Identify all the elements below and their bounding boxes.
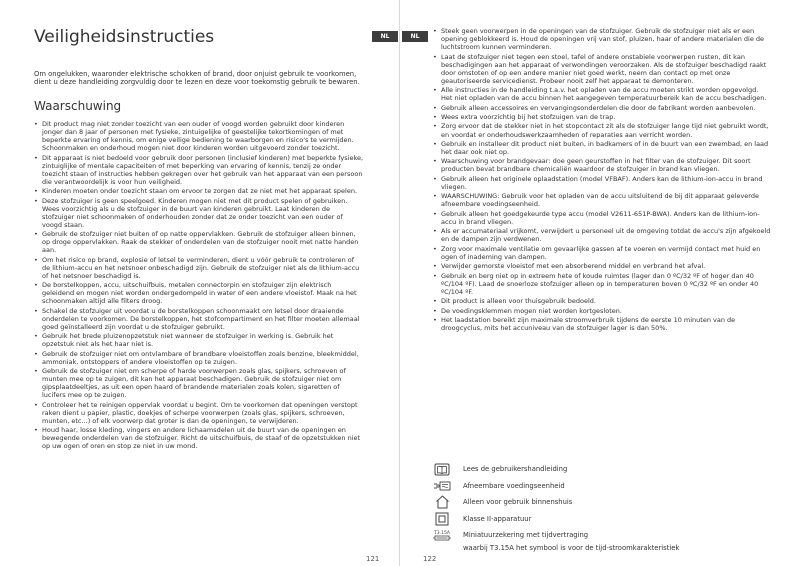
list-item: • Gebruik alleen accessoires en vervangingsonderdelen die door de fabrikant worden aanbevolen. [433, 104, 771, 112]
list-item: • Gebruik en installeer dit product niet buiten, in badkamers of in de buurt van een zwembad, en laad het daar ook niet op. [433, 140, 771, 156]
list-item: • De voedingsklemmen mogen niet worden kortgesloten. [433, 307, 771, 315]
symbol-label: Afneembare voedingseenheid [463, 481, 565, 490]
list-item: • Gebruik alleen het originele oplaadstation (model VFBAF). Anders kan de lithium-ion-accu in brand vliegen. [433, 175, 771, 191]
symbol-label: Miniatuurzekering met tijdvertraging [463, 531, 589, 539]
list-item: • Waarschuwing voor brandgevaar: doe geen geurstoffen in het filter van de stofzuiger. Dit soort producten bevat brandbare chemicaliën waardoor de stofzuiger in brand kan vliegen. [433, 157, 771, 173]
class-ii-icon [433, 512, 451, 525]
symbol-label: Klasse II-apparatuur [463, 514, 532, 523]
list-item: • Deze stofzuiger is geen speelgoed. Kinderen mogen niet met dit product spelen of gebruiken. Wees voorzichtig als u de stofzuiger in de buurt van kinderen gebruikt. Laat kinderen de stofzuiger niet schoonmaken of onderhouden zonder dat ze onder toezicht van een ouder of voogd staan. [34, 197, 364, 229]
list-item: • Gebruik het brede pluizenopzetstuk niet wanneer de stofzuiger in werking is. Gebruik het opzetstuk niet als het haar niet is. [34, 332, 364, 348]
house-icon [433, 496, 451, 509]
list-item: • Gebruik en berg niet op in extreem hete of koude ruimtes (lager dan 0 ºC/32 ºF of hoger dan 40 ºC/104 ºF). Laad de snoerloze stofzuiger alleen op in temperaturen boven 0 ºC/32 ºF en onder 40 ºC/104 ºF. [433, 272, 771, 296]
list-item: • Om het risico op brand, explosie of letsel te verminderen, dient u vóór gebruik te controleren of de lithium-accu en het netsnoer onbeschadigd zijn. Gebruik de stofzuiger niet als de lithium-accu of het netsnoer beschadigd is. [34, 256, 364, 280]
manual-icon [433, 463, 451, 476]
symbol-label: Alleen voor gebruik binnenshuis [463, 498, 573, 506]
list-item: • Zorg voor maximale ventilatie om gevaarlijke gassen af te voeren en vermijd contact met huid en ogen of inademing van dampen. [433, 245, 771, 261]
warning-heading: Waarschuwing [34, 99, 122, 113]
svg-text:T3.15A: T3.15A [434, 530, 450, 536]
list-item: • Kinderen moeten onder toezicht staan om ervoor te zorgen dat ze niet met het apparaat spelen. [34, 187, 364, 195]
right-page [400, 0, 800, 566]
list-item: • Als er accumateriaal vrijkomt, verwijdert u personeel uit de omgeving totdat de accu's zijn afgekoeld en de dampen zijn verdwenen. [433, 227, 771, 243]
intro-text: Om ongelukken, waaronder elektrische schokken of brand, door onjuist gebruik te voorkomen, dient u deze handleiding zorgvuldig door te lezen en deze voor toekomstig gebruik te bewaren. [34, 70, 360, 87]
list-item: • Schakel de stofzuiger uit voordat u de borstelkoppen schoonmaakt om letsel door draaiende onderdelen te voorkomen. De borstelkoppen, het stofcompartiment en het filter moeten allemaal goed geïnstalleerd zijn voordat u de stofzuiger gebruikt. [34, 307, 364, 331]
list-item: • Verwijder gemorste vloeistof met een absorberend middel en verbrand het afval. [433, 262, 771, 270]
list-item: • WAARSCHUWING: Gebruik voor het opladen van de accu uitsluitend de bij dit apparaat geleverde afneembare voedingseenheid. [433, 192, 771, 208]
list-item: • Dit product mag niet zonder toezicht van een ouder of voogd worden gebruikt door kinderen jonger dan 8 jaar of personen met fysieke, zintuigelijke of geestelijke tekortkomingen of met beperkte ervaring of kennis, om enige veilige bediening te waarborgen en risico's te vermijden. Schoonmaken en onderhoud mogen niet door kinderen worden uitgevoerd zonder toezicht. [34, 120, 364, 152]
symbol-row [433, 462, 773, 476]
list-item: • Het laadstation bereikt zijn maximale stroomverbruik tijdens de eerste 10 minuten van de droogcyclus, mits het accuniveau van de stofzuiger lager is dan 50%. [433, 316, 771, 332]
symbol-row [433, 512, 773, 526]
warning-list [34, 120, 364, 452]
list-item: • Steek geen voorwerpen in de openingen van de stofzuiger. Gebruik de stofzuiger niet als er een opening geblokkeerd is. Houd de openingen vrij van stof, pluizen, haar of andere materialen die de luchtstroom kunnen verminderen. [433, 27, 771, 51]
list-item: • Alle instructies in de handleiding t.a.v. het opladen van de accu moeten strikt worden opgevolgd. Het niet opladen van de accu binnen het aangegeven temperatuurbereik kan de accu beschadigen. [433, 86, 771, 102]
fuse-note: waarbij T3.15A het symbool is voor de tijd-stroomkarakteristiek [463, 543, 680, 552]
symbol-legend [433, 462, 773, 552]
power-adapter-icon [433, 479, 451, 492]
list-item: • Zorg ervoor dat de stekker niet in het stopcontact zit als de stofzuiger lange tijd niet gebruikt wordt, en voordat er onderhoudswerkzaamheden of reparaties aan verricht worden. [433, 122, 771, 138]
symbol-row [433, 479, 773, 493]
symbol-row [433, 495, 773, 509]
page-number: 122 [423, 555, 437, 563]
time-delay-fuse-icon [433, 529, 451, 542]
list-item: • De borstelkoppen, accu, uitschuifbuis, metalen connectorpin en stofzuiger zijn elektrisch geleidend en mogen niet worden ondergedompeld in water of een andere vloeistof. Maak na het schoonmaken altijd alle filters droog. [34, 281, 364, 305]
list-item: • Gebruik de stofzuiger niet om scherpe of harde voorwerpen zoals glas, spijkers, schroeven of munten mee op te zuigen, dit kan het apparaat beschadigen. Gebruik de stofzuiger niet om gipsplaatdeeltjes, as uit een open haard of brandende materialen zoals kolen, sigaretten of lucifers mee op te zuigen. [34, 367, 364, 399]
list-item: • Gebruik alleen het goedgekeurde type accu (model V2611-651P-BWA). Anders kan de lithium-ion-accu in brand vliegen. [433, 210, 771, 226]
language-tab: NL [372, 31, 398, 42]
symbol-label: Lees de gebruikershandleiding [463, 465, 568, 473]
page-title: Veiligheidsinstructies [34, 27, 215, 47]
list-item: • Houd haar, losse kleding, vingers en andere lichaamsdelen uit de buurt van de openingen en bewegende onderdelen van de stofzuiger. Richt de uitschuifbuis, de staaf of de opzetstukken niet op uw ogen of oren en stop ze niet in uw mond. [34, 426, 364, 450]
list-item: • Gebruik de stofzuiger niet om ontvlambare of brandbare vloeistoffen zoals benzine, bleekmiddel, ammoniak, ontstoppers of andere vloeistoffen op te zuigen. [34, 350, 364, 366]
symbol-row [433, 528, 773, 542]
list-item: • Gebruik de stofzuiger niet buiten of op natte oppervlakken. Gebruik de stofzuiger alleen binnen, op droge oppervlakken. Raak de stekker of onderdelen van de stofzuiger nooit met natte handen aan. [34, 230, 364, 254]
language-tab: NL [402, 31, 428, 42]
list-item: • Dit product is alleen voor thuisgebruik bedoeld. [433, 297, 771, 305]
list-item: • Controleer het te reinigen oppervlak voordat u begint. Om te voorkomen dat openingen verstopt raken dient u papier, plastic, doekjes of scherpe voorwerpen (zoals glas, spijkers, schroeven, munten, etc...) of elk voorwerp dat groter is dan de openingen, te verwijderen. [34, 401, 364, 425]
list-item: • Wees extra voorzichtig bij het stofzuigen van de trap. [433, 113, 771, 121]
list-item: • Dit apparaat is niet bedoeld voor gebruik door personen (inclusief kinderen) met beperkte fysieke, zintuiglijke of mentale capaciteiten of met beperking van ervaring of kennis, tenzij ze onder toezicht staan of instructies hebben gekregen over het gebruik van het apparaat van een persoon die verantwoordelijk is voor hun veiligheid. [34, 154, 364, 186]
list-item: • Laat de stofzuiger niet tegen een stoel, tafel of andere onstabiele voorwerpen rusten, dit kan beschadigingen aan het apparaat of verwondingen veroorzaken. Als de stofzuiger beschadigd raakt door omstoten of op een andere manier niet goed werkt, neem dan contact op met onze geautoriseerde servicedienst. Probeer nooit zelf het apparaat te demonteren. [433, 53, 771, 85]
page-number: 121 [366, 555, 380, 563]
warning-list-continued [433, 27, 771, 334]
